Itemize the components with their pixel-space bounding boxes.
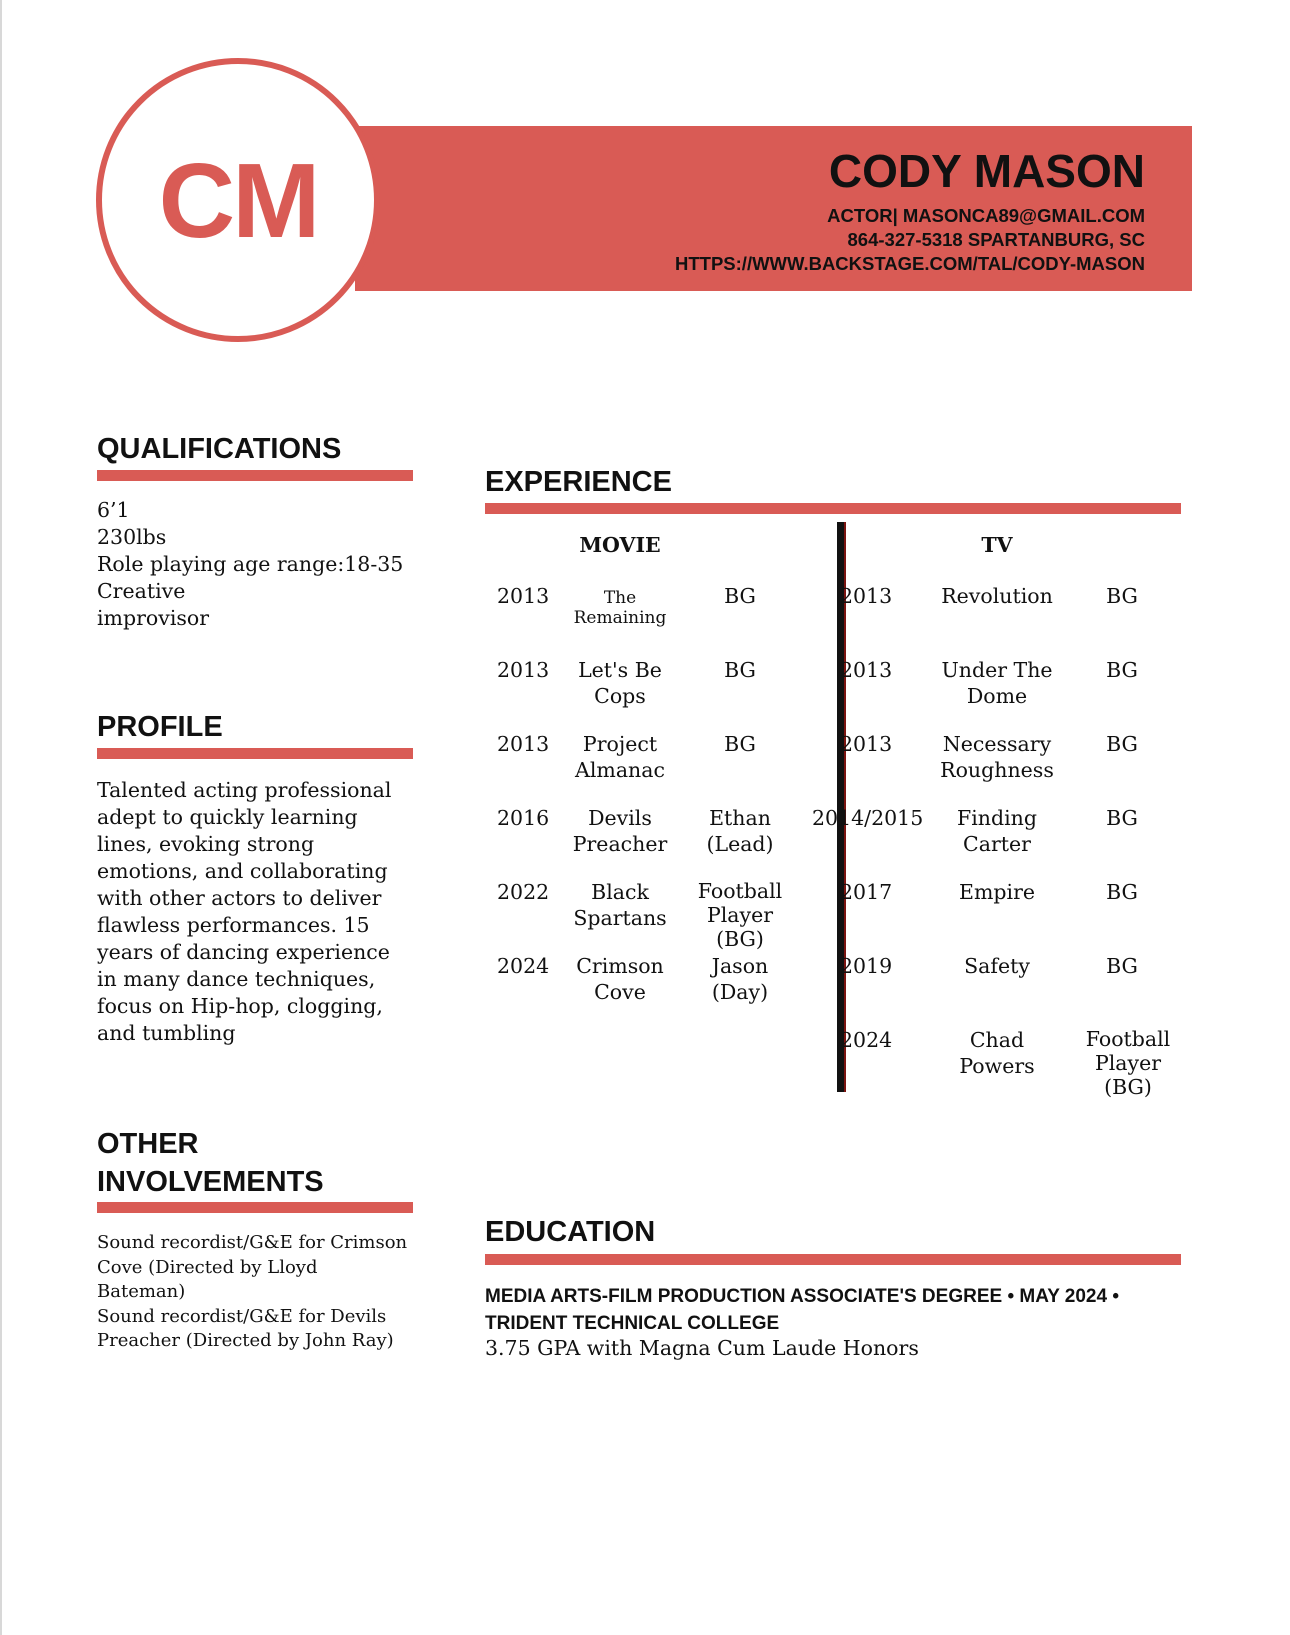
tv-title-line: Under The (941, 658, 1053, 682)
experience-rule (485, 503, 1181, 514)
tv-title-line: Chad (969, 1028, 1025, 1052)
tv-role-line: Football (1085, 1027, 1171, 1051)
movie-role-line: Ethan (709, 806, 771, 830)
other-involvements-rule (97, 1202, 413, 1213)
movie-title-line: Remaining (573, 608, 667, 628)
tv-title (925, 1027, 1069, 1079)
tv-year: 2019 (840, 954, 893, 978)
movie-title-line: Devils (588, 806, 652, 830)
profile-line: adept to quickly learning (97, 805, 358, 829)
other-involvements-heading-line2: INVOLVEMENTS (97, 1166, 324, 1198)
movie-title-line: Crimson (576, 954, 664, 978)
movie-role (690, 583, 790, 609)
movie-role-line: BG (724, 584, 756, 608)
tv-year: 2013 (840, 732, 893, 756)
tv-role (1072, 953, 1172, 979)
tv-title-line: Dome (966, 684, 1028, 708)
tv-year: 2013 (840, 658, 893, 682)
profile-rule (97, 748, 413, 759)
other-involvements-heading-line1: OTHER (97, 1128, 199, 1160)
movie-year: 2022 (497, 880, 550, 904)
movie-role-line: BG (724, 658, 756, 682)
tv-title (925, 805, 1069, 857)
movie-role (690, 879, 790, 951)
movie-title-line: Project (582, 732, 658, 756)
movie-role-line: Jason (711, 954, 769, 978)
degree-line: MEDIA ARTS-FILM PRODUCTION ASSOCIATE'S DEGREE • MAY 2024 • (485, 1286, 1119, 1307)
qualifications-rule (97, 470, 413, 481)
involvement-line: Sound recordist/G&E for Crimson (97, 1232, 408, 1253)
tv-role (1072, 805, 1172, 831)
movie-role (690, 657, 790, 683)
tv-title (925, 879, 1069, 905)
movie-column-heading: MOVIE (579, 533, 661, 557)
profile-line: focus on Hip-hop, clogging, (97, 994, 383, 1018)
movie-title-line: Cove (594, 980, 646, 1004)
tv-role-line: BG (1106, 806, 1138, 830)
tv-role-line: (BG) (1104, 1075, 1152, 1099)
tv-title-line: Necessary (942, 732, 1052, 756)
profile-line: flawless performances. 15 (97, 913, 370, 937)
movie-title-line: Almanac (575, 758, 665, 782)
tv-role (1072, 657, 1172, 683)
movie-role (690, 805, 790, 857)
monogram-badge (96, 58, 380, 342)
movie-title (560, 805, 680, 857)
tv-title-line: Finding (957, 806, 1037, 830)
profile-summary (97, 777, 391, 1047)
movie-title (560, 953, 680, 1005)
movie-role-line: (Day) (711, 980, 769, 1004)
movie-role-line: (Lead) (706, 832, 774, 856)
school-line: TRIDENT TECHNICAL COLLEGE (485, 1313, 780, 1334)
contact-website: HTTPS://WWW.BACKSTAGE.COM/TAL/CODY-MASON (675, 253, 1145, 274)
tv-year: 2017 (840, 880, 893, 904)
tv-role-line: BG (1106, 732, 1138, 756)
movie-title-line: Black (591, 880, 649, 904)
tv-title (925, 583, 1069, 609)
movie-title (560, 879, 680, 931)
movie-title-line: Preacher (572, 832, 668, 856)
tv-year: 2024 (840, 1028, 893, 1052)
contact-phone-location: 864-327-5318 SPARTANBURG, SC (847, 229, 1145, 250)
movie-year: 2013 (497, 732, 550, 756)
movie-role (690, 953, 790, 1005)
qualification-item: Creative (97, 579, 186, 603)
tv-role-line: BG (1106, 954, 1138, 978)
tv-title (925, 731, 1069, 783)
profile-line: years of dancing experience (97, 940, 390, 964)
profile-line: with other actors to deliver (97, 886, 382, 910)
movie-year: 2024 (497, 954, 550, 978)
other-involvements-list (97, 1231, 407, 1354)
tv-role (1072, 731, 1172, 757)
profile-line: emotions, and collaborating (97, 859, 388, 883)
movie-role-line: Player (706, 903, 774, 927)
tv-year: 2013 (840, 584, 893, 608)
monogram-initials: CM (158, 141, 318, 260)
tv-role-line: Player (1094, 1051, 1162, 1075)
education-heading: EDUCATION (485, 1216, 656, 1248)
profile-line: in many dance techniques, (97, 967, 376, 991)
tv-title (925, 657, 1069, 709)
involvement-line: Bateman) (97, 1281, 186, 1302)
tv-title (925, 953, 1069, 979)
tv-title-line: Revolution (941, 584, 1053, 608)
movie-title-line: Let's Be (578, 658, 662, 682)
qualifications-list (97, 497, 403, 632)
experience-heading: EXPERIENCE (485, 466, 672, 498)
profile-line: Talented acting professional (97, 778, 392, 802)
qualification-item: improvisor (97, 606, 210, 630)
movie-title (560, 731, 680, 783)
tv-role (1072, 1027, 1184, 1099)
movie-role (690, 731, 790, 757)
movie-year: 2013 (497, 658, 550, 682)
profile-line: lines, evoking strong (97, 832, 315, 856)
tv-column-heading: TV (981, 533, 1013, 557)
tv-title-line: Carter (963, 832, 1031, 856)
movie-year: 2016 (497, 806, 550, 830)
tv-year: 2014/2015 (812, 806, 924, 830)
tv-title-line: Empire (958, 880, 1035, 904)
profile-heading: PROFILE (97, 711, 223, 743)
tv-role-line: BG (1106, 880, 1138, 904)
movie-role-line: (BG) (716, 927, 764, 951)
gpa-line: 3.75 GPA with Magna Cum Laude Honors (485, 1336, 919, 1360)
involvement-line: Sound recordist/G&E for Devils (97, 1305, 387, 1327)
candidate-name: CODY MASON (828, 145, 1145, 197)
qualification-item: 230lbs (97, 525, 167, 549)
tv-role-line: BG (1106, 584, 1138, 608)
tv-title-line: Powers (959, 1054, 1035, 1078)
movie-role-line: BG (724, 732, 756, 756)
movie-title (560, 657, 680, 709)
education-rule (485, 1254, 1181, 1265)
profile-line: and tumbling (97, 1021, 236, 1045)
tv-title-line: Roughness (940, 758, 1054, 782)
qualifications-heading: QUALIFICATIONS (97, 433, 342, 465)
movie-title-line: Spartans (573, 906, 667, 930)
qualification-item: Role playing age range:18-35 (97, 552, 404, 576)
tv-role-line: BG (1106, 658, 1138, 682)
tv-role (1072, 583, 1172, 609)
tv-title-line: Safety (964, 954, 1030, 978)
movie-role-line: Football (697, 879, 783, 903)
page-edge (0, 0, 2, 1635)
movie-title-line: Cops (594, 684, 646, 708)
movie-year: 2013 (497, 584, 550, 608)
movie-title (560, 588, 680, 628)
qualification-item: 6’1 (97, 498, 130, 522)
involvement-line: Cove (Directed by Lloyd (97, 1256, 318, 1278)
tv-role (1072, 879, 1172, 905)
contact-role-email: ACTOR| MASONCA89@GMAIL.COM (827, 205, 1145, 226)
involvement-line: Preacher (Directed by John Ray) (97, 1330, 394, 1351)
movie-title-line: The (603, 588, 637, 608)
